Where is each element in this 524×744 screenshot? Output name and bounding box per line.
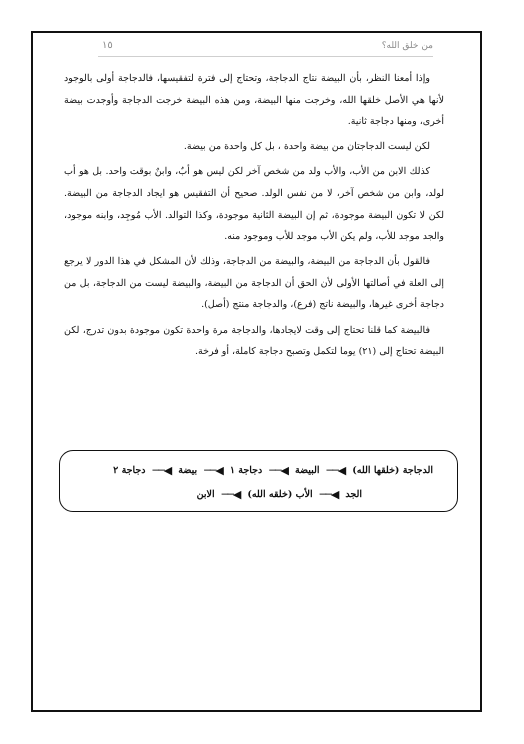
chain-node: دجاجة ٢ bbox=[113, 465, 146, 476]
chain-node: بيضة bbox=[178, 465, 198, 476]
left-arrow-icon: ◀── bbox=[204, 464, 223, 477]
chain-node: البيضة bbox=[294, 465, 320, 476]
paragraph: لكن ليست الدجاجتان من بيضة واحدة ، بل كل واحدة من بيضة. bbox=[183, 141, 430, 153]
left-arrow-icon: ◀── bbox=[152, 464, 172, 477]
body-text bbox=[64, 68, 444, 366]
chain-node: الجد bbox=[345, 489, 362, 500]
chain-diagram-box bbox=[59, 450, 458, 512]
chain-node: الابن bbox=[196, 489, 215, 500]
chain-node: الأب (خلقه الله) bbox=[247, 489, 313, 500]
chain-node: دجاجة ١ bbox=[229, 465, 263, 476]
chain-node: الدجاجة (خلقها الله) bbox=[352, 465, 433, 476]
left-arrow-icon: ◀── bbox=[326, 464, 346, 477]
chicken-egg-chain bbox=[113, 464, 433, 477]
paragraph: فالقول بأن الدجاجة من البيضة، والبيضة من الدجاجة، وذلك لأن المشكل في هذا الدور لا يرجع إلى العلة في أصالتها الأولى لأن الحق أن الدجاجة من البيضة، والبيضة ليست من الدجاجة، بل من دجاجة أخرى غيرها، والبيضة ناتج (فرع)، والدجاجة منتج (أصل). bbox=[64, 256, 444, 311]
left-arrow-icon: ◀── bbox=[319, 488, 339, 501]
running-header bbox=[98, 38, 433, 57]
paragraph: فالبيضة كما قلنا تحتاج إلى وقت لايجادها، والدجاجة مرة واحدة تكون موجودة بدون تدرج، لكن البيضة تحتاج إلى (٢١) يوما لتكمل وتصبح دجاجة كاملة، أو فرخة. bbox=[64, 324, 444, 358]
father-son-chain bbox=[197, 488, 362, 501]
paragraph: كذلك الابن من الأب، والأب ولد من شخص آخر لكن ليس هو أبٌ، وابنٌ بوقت واحد. بل هو أب لولد، وابن من شخص آخر، لا من نفس الولد. صحيح أن التفقيس هو ايجاد الدجاجة من البيضة. لكن لا تكون البيضة موجودة، ثم إن البيضة الثانية موجودة، وكذا التوالد. الأب مُوجِد، وابنه موجود، والجد موجد للأب، ولم يكن الأب موجد للأب وموجود منه. bbox=[64, 166, 444, 243]
left-arrow-icon: ◀── bbox=[221, 488, 241, 501]
page-number: ١٥ bbox=[102, 40, 113, 51]
paragraph: وإذا أمعنا النظر، بأن البيضة نتاج الدجاجة، وتحتاج إلى فترة لتفقيسها، فالدجاجة أولى بالوجود لأنها هي الأصل خلقها الله، وخرجت منها البيضة، ومن هذه البيضة خرجت الدجاجة وأوجدت بيضة أخرى، ومنها دجاجة ثانية. bbox=[64, 73, 444, 128]
left-arrow-icon: ◀── bbox=[269, 464, 288, 477]
header-title: من خلق الله؟ bbox=[381, 41, 433, 51]
